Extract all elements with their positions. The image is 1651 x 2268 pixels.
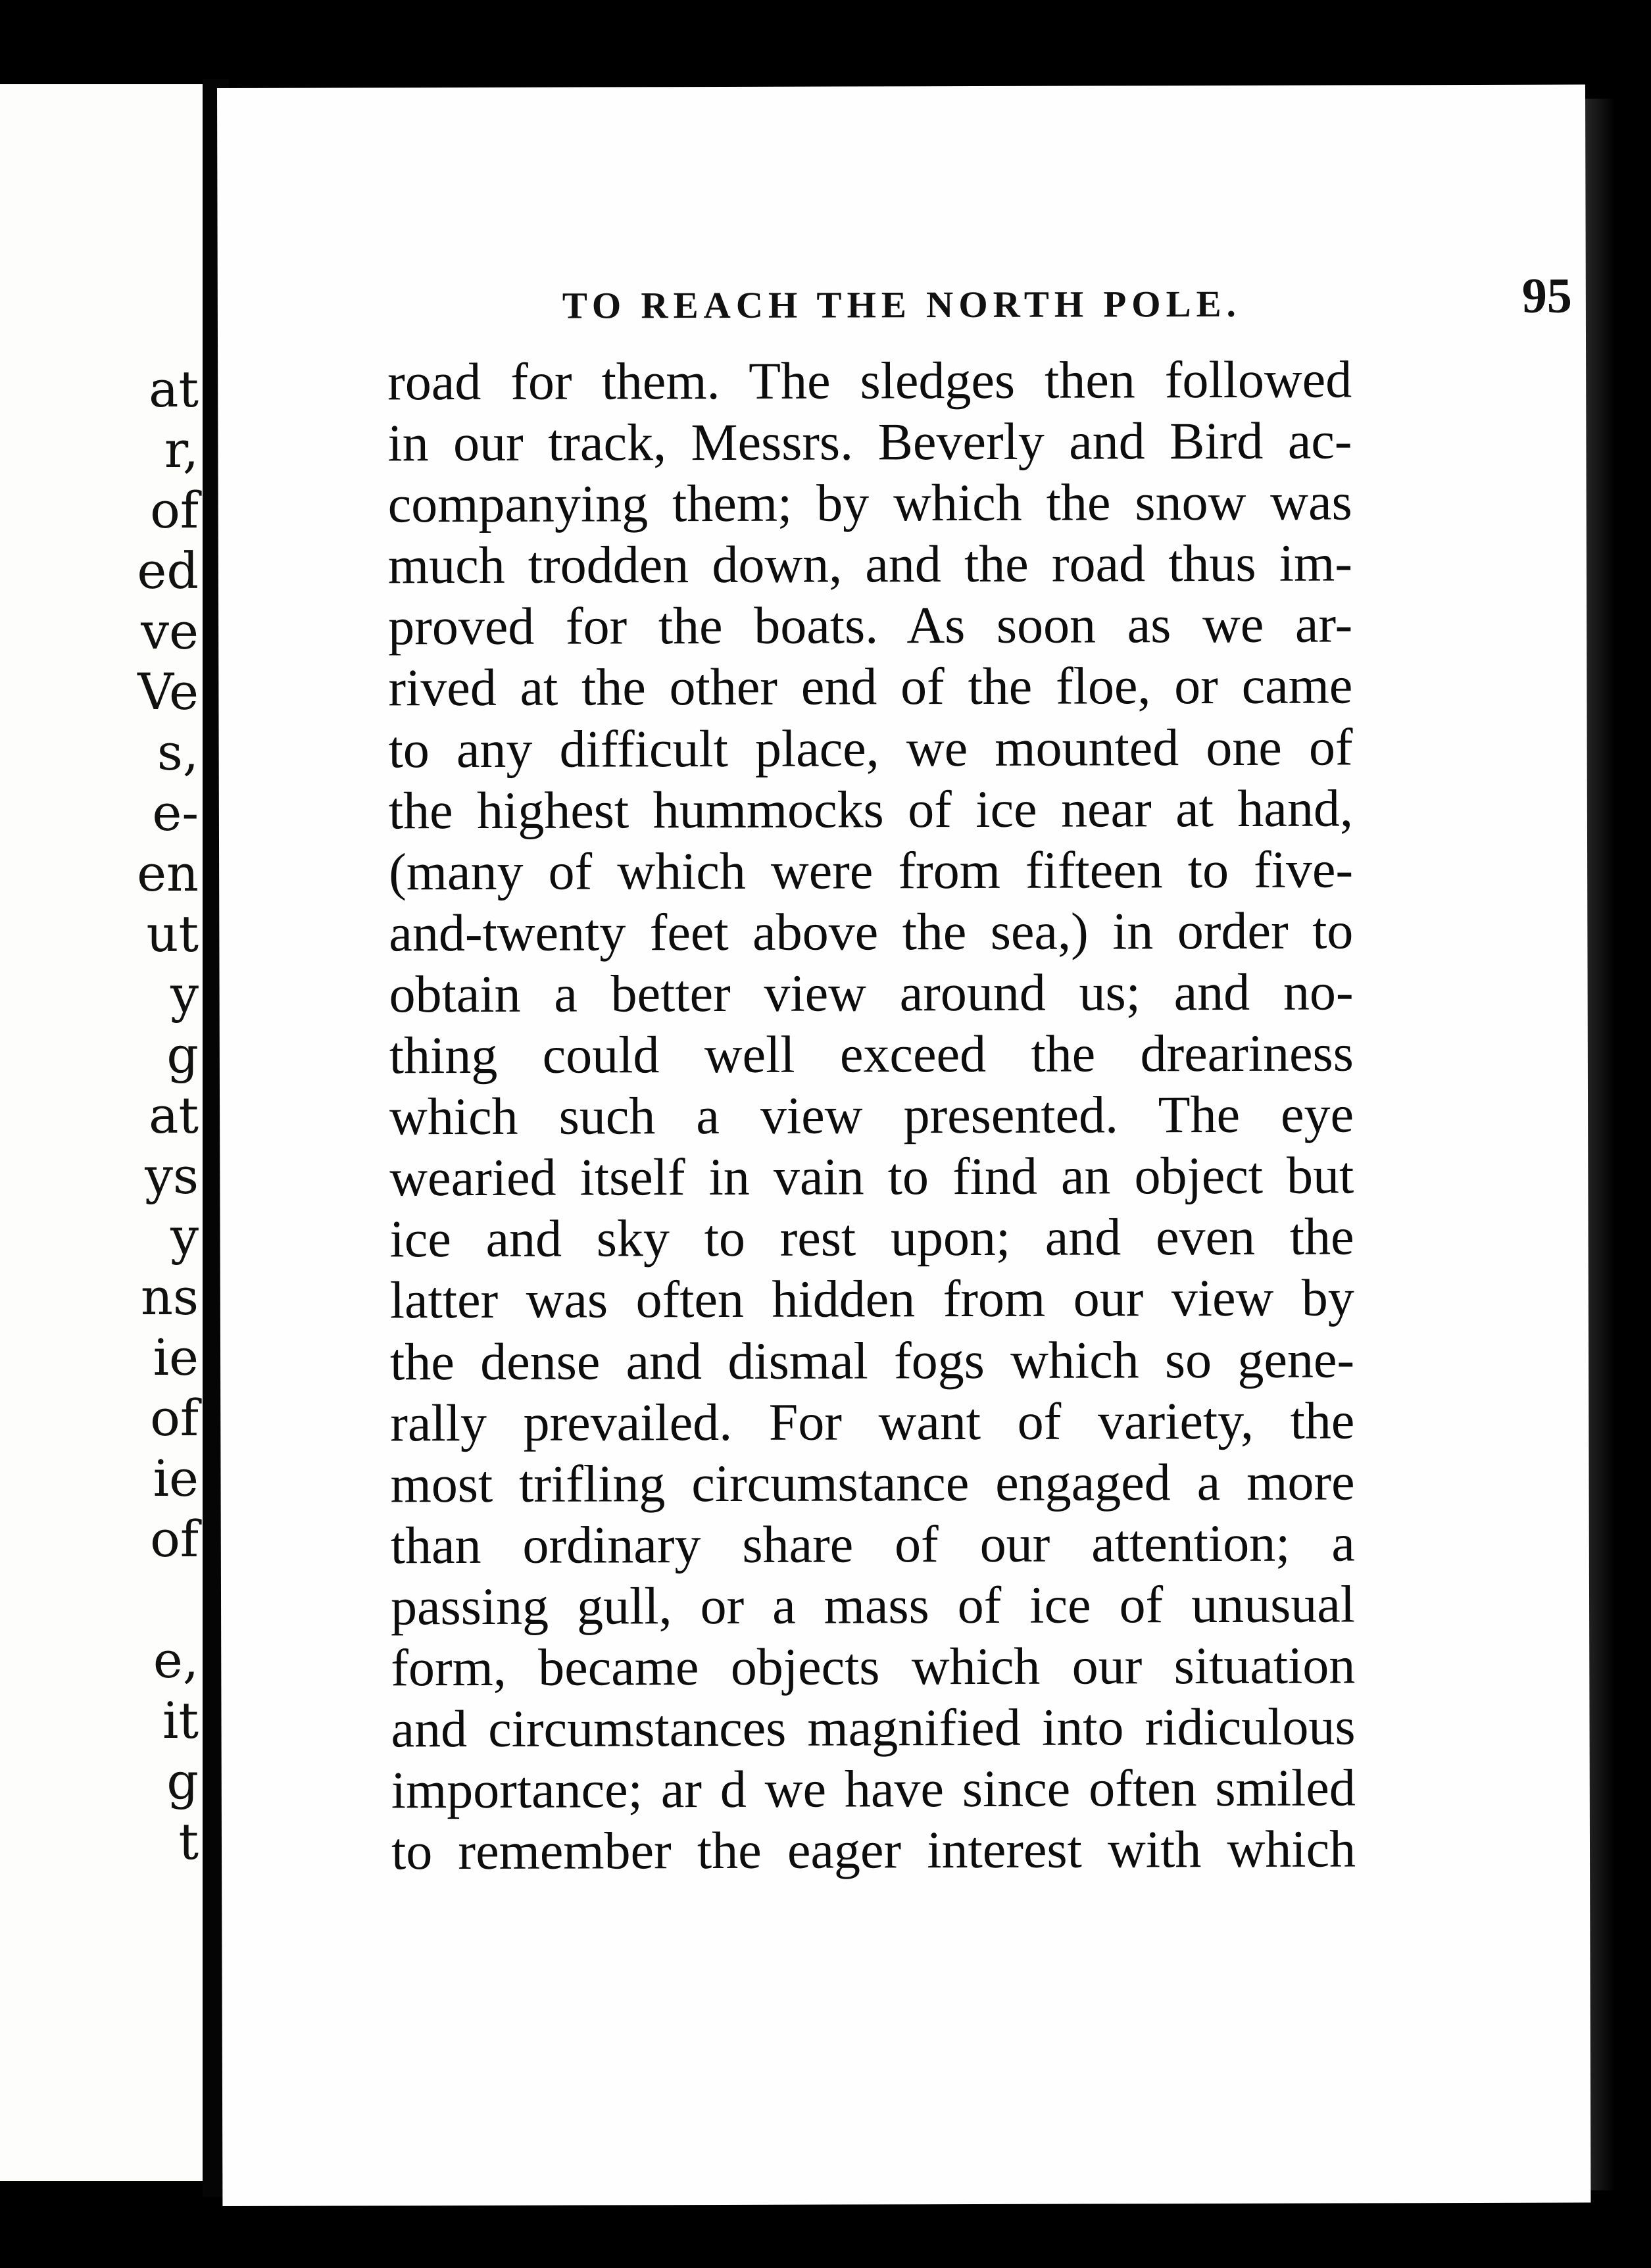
running-title: TO REACH THE NORTH POLE. bbox=[562, 283, 1241, 327]
previous-page-line bbox=[137, 1569, 199, 1630]
text-line: rally prevailed. For want of variety, the bbox=[390, 1392, 1355, 1452]
previous-page-line: g bbox=[166, 1752, 199, 1810]
previous-page-text bbox=[137, 359, 199, 1872]
previous-page-line: ys bbox=[145, 1146, 199, 1205]
text-line: form, became objects which our situation bbox=[391, 1637, 1356, 1698]
previous-page-line: e, bbox=[153, 1631, 199, 1689]
body-text bbox=[387, 349, 1356, 1883]
previous-page-line: of bbox=[150, 1510, 199, 1568]
previous-page-line: ut bbox=[146, 904, 199, 963]
text-line: latter was often hidden from our view by bbox=[389, 1269, 1354, 1330]
previous-page-line: at bbox=[149, 1086, 199, 1145]
text-line: much trodden down, and the road thus im- bbox=[387, 534, 1353, 595]
previous-page-line: of bbox=[150, 481, 199, 539]
previous-page-line: at bbox=[149, 360, 199, 418]
page-number: 95 bbox=[1521, 268, 1572, 324]
previous-page-line: t bbox=[178, 1812, 199, 1871]
text-line: to any difficult place, we mounted one of bbox=[388, 718, 1353, 779]
previous-page-line: s, bbox=[157, 723, 199, 781]
running-head bbox=[562, 268, 1572, 343]
text-line: the dense and dismal fogs which so gene- bbox=[389, 1330, 1355, 1391]
text-line: obtain a better view around us; and no- bbox=[389, 963, 1354, 1024]
text-line: road for them. The sledges then followed bbox=[387, 351, 1352, 412]
previous-page-line: it bbox=[162, 1691, 199, 1750]
previous-page-line: ve bbox=[141, 602, 199, 660]
previous-page-line: ie bbox=[153, 1449, 199, 1508]
text-line: ice and sky to rest upon; and even the bbox=[389, 1208, 1354, 1269]
text-line: the highest hummocks of ice near at hand, bbox=[388, 779, 1353, 840]
text-line: which such a view presented. The eye bbox=[389, 1085, 1354, 1146]
previous-page-line: ie bbox=[153, 1328, 199, 1387]
text-line: companying them; by which the snow was bbox=[387, 473, 1352, 534]
text-line: proved for the boats. As soon as we ar- bbox=[388, 595, 1353, 656]
text-line: and circumstances magnified into ridiculous bbox=[391, 1698, 1356, 1759]
text-line: wearied itself in vain to find an object but bbox=[389, 1146, 1354, 1208]
previous-page-line: y bbox=[170, 1207, 199, 1266]
text-line: than ordinary share of our attention; a bbox=[390, 1514, 1355, 1575]
previous-page bbox=[0, 84, 203, 2181]
text-line: (many of which were from fifteen to five- bbox=[389, 841, 1354, 902]
previous-page-line: y bbox=[170, 965, 199, 1023]
current-page bbox=[217, 85, 1590, 2206]
text-line: rived at the other end of the floe, or came bbox=[388, 656, 1353, 718]
text-line: to remember the eager interest with which bbox=[391, 1820, 1356, 1881]
previous-page-line: ed bbox=[137, 541, 199, 600]
text-line: and-twenty feet above the sea,) in order to bbox=[389, 902, 1354, 963]
text-line: passing gull, or a mass of ice of unusual bbox=[390, 1575, 1356, 1637]
text-line: importance; ar d we have since often smiled bbox=[391, 1759, 1356, 1820]
previous-page-line: g bbox=[166, 1025, 199, 1084]
previous-page-line: en bbox=[137, 844, 199, 902]
previous-page-line: r, bbox=[164, 420, 199, 479]
text-line: in our track, Messrs. Beverly and Bird ac- bbox=[387, 412, 1352, 473]
text-line: thing could well exceed the dreariness bbox=[389, 1024, 1354, 1085]
previous-page-line: ns bbox=[141, 1268, 199, 1326]
previous-page-line: of bbox=[150, 1389, 199, 1447]
previous-page-line: Ve bbox=[137, 662, 199, 721]
text-line: most trifling circumstance engaged a more bbox=[390, 1453, 1355, 1514]
previous-page-line: e- bbox=[152, 783, 199, 842]
